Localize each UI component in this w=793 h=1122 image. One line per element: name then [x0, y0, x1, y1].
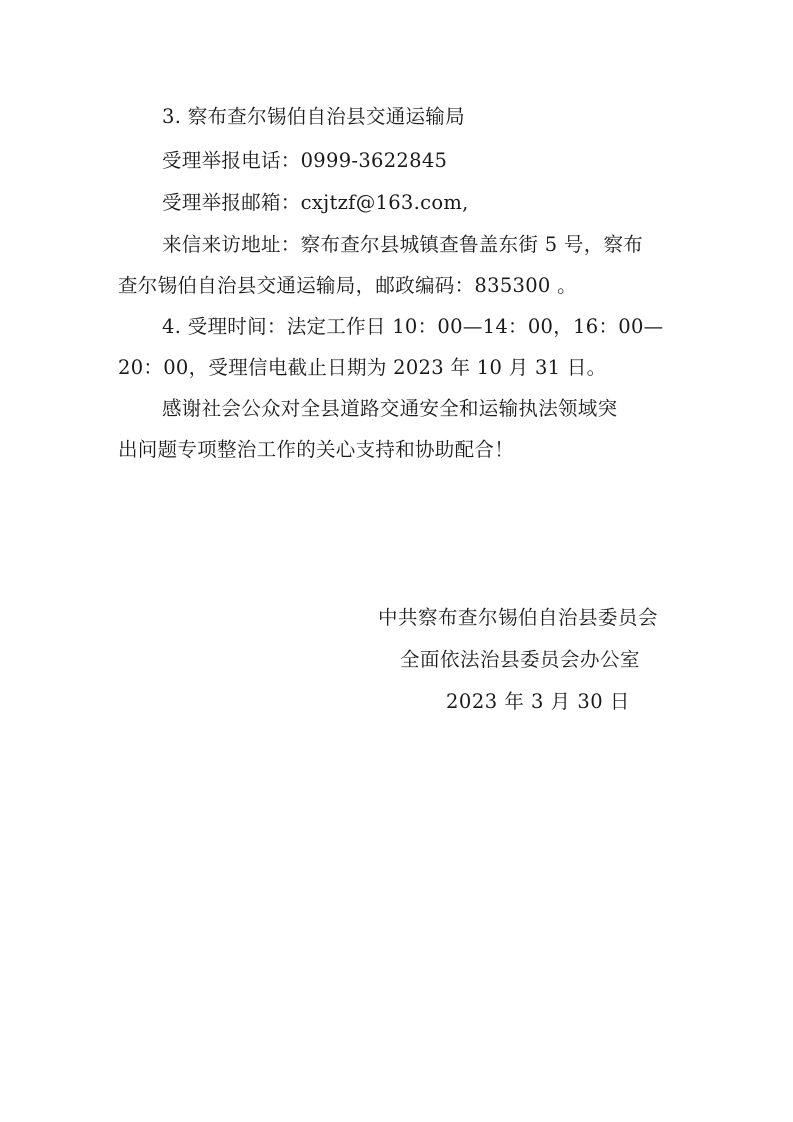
signature-org-1: 中共察布查尔锡伯自治县委员会 — [378, 606, 659, 629]
address-line-2: 查尔锡伯自治县交通运输局，邮政编码：835300 。 — [118, 274, 577, 297]
thanks-line-2: 出问题专项整治工作的关心支持和协助配合！ — [118, 438, 515, 461]
reception-time-line-1: 4. 受理时间：法定工作日 10：00—14：00，16：00— — [162, 315, 664, 338]
report-phone-line: 受理举报电话：0999-3622845 — [162, 149, 448, 172]
paragraph-agency-3: 3. 察布查尔锡伯自治县交通运输局 — [162, 105, 465, 128]
report-email-line: 受理举报邮箱：cxjtzf@163.com, — [162, 191, 469, 214]
thanks-line-1: 感谢社会公众对全县道路交通安全和运输执法领域突 — [162, 397, 618, 420]
address-line-1: 来信来访地址：察布查尔县城镇查鲁盖东街 5 号，察布 — [162, 233, 644, 256]
signature-org-2: 全面依法治县委员会办公室 — [400, 648, 641, 671]
reception-time-line-2: 20：00，受理信电截止日期为 2023 年 10 月 31 日。 — [118, 356, 607, 379]
signature-date: 2023 年 3 月 30 日 — [446, 690, 630, 713]
